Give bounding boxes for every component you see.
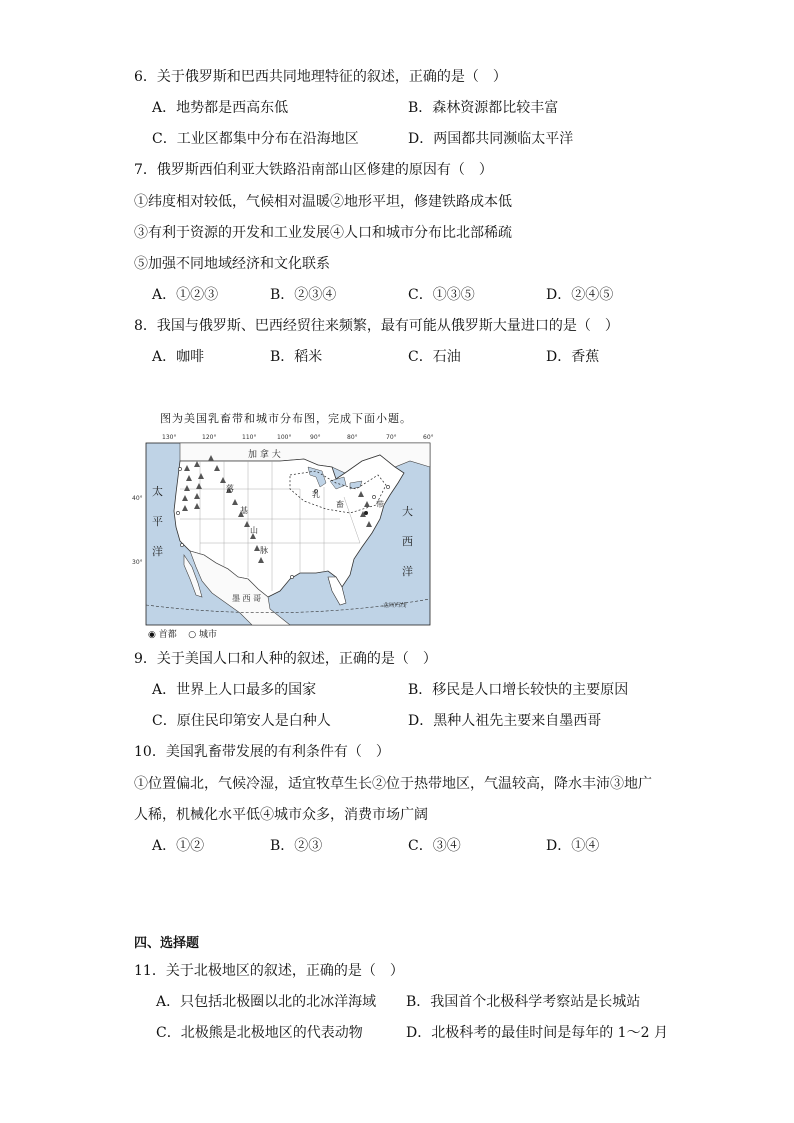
q9-option-b: B．移民是人口增长较快的主要原因	[408, 682, 629, 698]
q7-option-d: D．②④⑤	[546, 287, 614, 303]
capital-dot	[364, 511, 368, 515]
lon-label: 90°	[310, 434, 321, 441]
label-rockies-1: 落	[226, 484, 234, 493]
q6-option-d: D．两国都共同濒临太平洋	[408, 131, 574, 147]
q11-option-d: D．北极科考的最佳时间是每年的 1～2 月	[406, 1025, 668, 1041]
lon-label: 100°	[277, 434, 292, 441]
label-dairy-1: 乳	[312, 490, 320, 499]
label-dairy-2: 畜	[336, 500, 344, 509]
q6-stem: 6．关于俄罗斯和巴西共同地理特征的叙述，正确的是（ ）	[134, 69, 507, 85]
lon-label: 110°	[242, 434, 257, 441]
q9-option-c: C．原住民印第安人是白种人	[152, 713, 331, 729]
q9-option-d: D．黑种人祖先主要来自墨西哥	[408, 713, 602, 729]
q8-option-c: C．石油	[408, 349, 461, 365]
q7-statement-1: ①纬度相对较低，气候相对温暖②地形平坦，修建铁路成本低	[134, 194, 512, 210]
lat-label: 30°	[132, 559, 143, 566]
q11-stem: 11．关于北极地区的叙述，正确的是（ ）	[134, 963, 404, 979]
q10-option-d: D．①④	[546, 838, 600, 854]
q10-option-c: C．③④	[408, 838, 461, 854]
map-legend	[148, 627, 217, 640]
q7-option-a: A．①②③	[152, 287, 219, 303]
q10-option-b: B．②③	[270, 838, 323, 854]
lon-label: 70°	[386, 434, 397, 441]
q7-statement-2: ③有利于资源的开发和工业发展④人口和城市分布比北部稀疏	[134, 225, 512, 241]
label-pacific-1: 太	[152, 485, 163, 498]
label-pacific-3: 洋	[152, 545, 163, 558]
lat-label: 40°	[132, 495, 143, 502]
label-atlantic-2: 西	[402, 535, 413, 548]
q8-option-a: A．咖啡	[152, 349, 205, 365]
q6-option-a: A．地势都是西高东低	[152, 100, 289, 116]
label-pacific-2: 平	[152, 515, 163, 528]
lon-label: 120°	[202, 434, 217, 441]
city-legend-label: 城市	[198, 630, 217, 640]
q10-statement-1: ①位置偏北，气候冷湿，适宜牧草生长②位于热带地区，气温较高，降水丰沛③地广	[134, 776, 652, 792]
q11-option-b: B．我国首个北极科学考察站是长城站	[406, 994, 641, 1010]
capital-legend-icon: ◉	[148, 630, 156, 640]
q7-option-b: B．②③④	[270, 287, 337, 303]
capital-legend-label: 首都	[158, 630, 177, 640]
q10-option-a: A．①②	[152, 838, 205, 854]
label-tropic: 北回归线	[382, 602, 407, 609]
q6-option-c: C．工业区都集中分布在沿海地区	[152, 131, 359, 147]
q11-option-a: A．只包括北极圈以北的北冰洋海域	[156, 994, 377, 1010]
map-caption: 图为美国乳畜带和城市分布图，完成下面小题。	[160, 412, 412, 425]
city-legend-icon: ○	[188, 630, 197, 640]
q8-option-d: D．香蕉	[546, 349, 600, 365]
lon-label: 80°	[347, 434, 358, 441]
q6-option-b: B．森林资源都比较丰富	[408, 100, 559, 116]
q9-stem: 9．关于美国人口和人种的叙述，正确的是（ ）	[134, 651, 437, 667]
label-dairy-3: 带	[376, 500, 384, 509]
label-rockies-3: 山	[250, 526, 258, 535]
section-heading: 四、选择题	[134, 936, 200, 951]
label-canada: 加 拿 大	[248, 450, 281, 460]
q8-option-b: B．稻米	[270, 349, 323, 365]
q7-option-c: C．①③⑤	[408, 287, 475, 303]
label-mexico: 墨 西 哥	[232, 594, 262, 603]
label-rockies-2: 基	[240, 506, 248, 515]
label-rockies-4: 脉	[260, 546, 268, 555]
lon-label: 60°	[423, 434, 434, 441]
q7-stem: 7．俄罗斯西伯利亚大铁路沿南部山区修建的原因有（ ）	[134, 162, 493, 178]
q11-option-c: C．北极熊是北极地区的代表动物	[156, 1025, 363, 1041]
lon-label: 130°	[162, 434, 177, 441]
q9-option-a: A．世界上人口最多的国家	[152, 682, 317, 698]
us-dairy-belt-map	[132, 427, 434, 639]
q10-stem: 10．美国乳畜带发展的有利条件有（ ）	[134, 744, 390, 760]
q7-statement-3: ⑤加强不同地域经济和文化联系	[134, 256, 330, 272]
label-atlantic-3: 洋	[402, 565, 413, 578]
label-atlantic-1: 大	[402, 505, 413, 518]
q10-statement-2: 人稀，机械化水平低④城市众多，消费市场广阔	[134, 807, 428, 823]
q8-stem: 8．我国与俄罗斯、巴西经贸往来频繁，最有可能从俄罗斯大量进口的是（ ）	[134, 318, 619, 334]
